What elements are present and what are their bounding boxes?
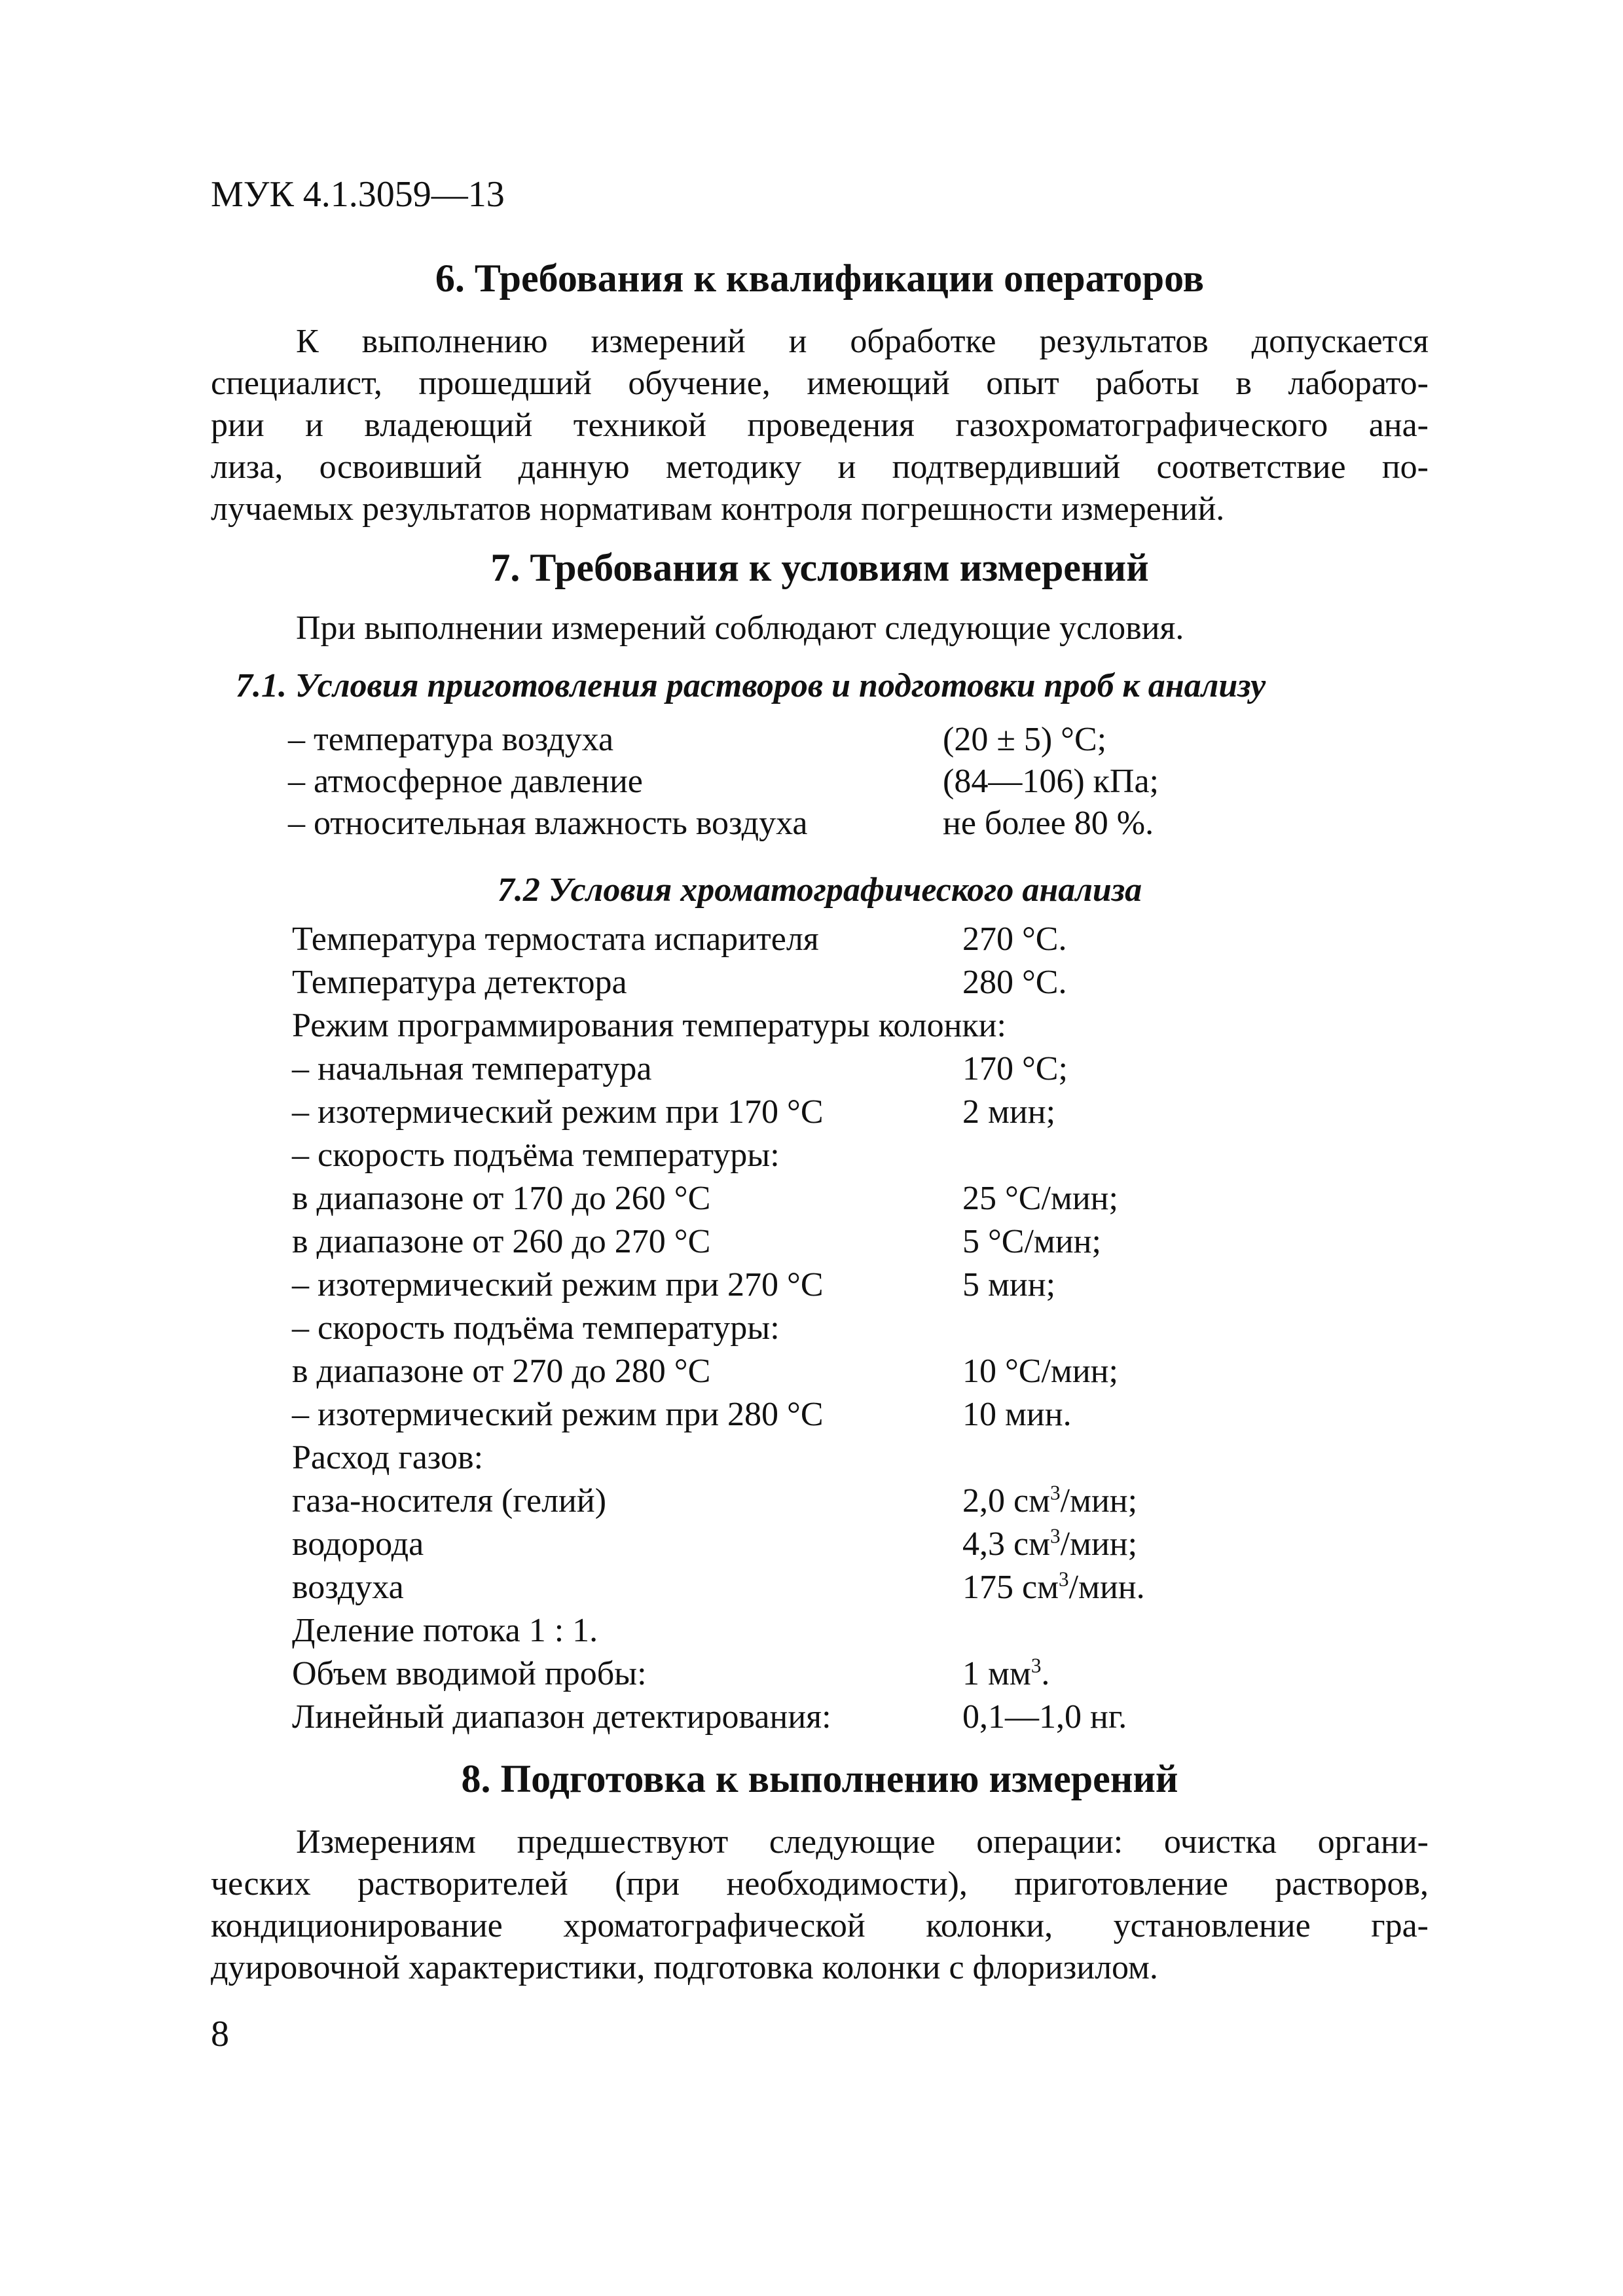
paragraph-line: лиза, освоивший данную методику и подтвердивший соответствие по- xyxy=(211,448,1429,486)
parameter-value: 25 °С/мин; xyxy=(962,1180,1118,1217)
condition-label: – температура воздуха xyxy=(288,721,614,758)
subsection-7-2-heading: 7.2 Условия хроматографического анализа xyxy=(497,871,1142,909)
paragraph-line: кондиционирование хроматографической колонки, установление гра- xyxy=(211,1907,1429,1944)
section-6-paragraph xyxy=(211,321,1429,530)
paragraph-line: При выполнении измерений соблюдают следующие условия. xyxy=(296,610,1184,647)
section-6-heading: 6. Требования к квалификации операторов xyxy=(435,257,1205,300)
parameter-label: в диапазоне от 270 до 280 °С xyxy=(292,1353,711,1390)
parameter-label: – начальная температура xyxy=(292,1050,652,1087)
parameter-label: – скорость подъёма температуры: xyxy=(292,1309,780,1347)
paragraph-line: дуировочной характеристики, подготовка колонки с флоризилом. xyxy=(211,1949,1158,1986)
section-7-heading: 7. Требования к условиям измерений xyxy=(490,546,1149,589)
paragraph-line: специалист, прошедший обучение, имеющий опыт работы в лаборато- xyxy=(211,365,1429,402)
parameter-label: Деление потока 1 : 1. xyxy=(292,1612,598,1649)
paragraph-line: Измерениям предшествуют следующие операции: очистка органи- xyxy=(296,1823,1429,1861)
parameter-value: 10 °С/мин; xyxy=(962,1353,1118,1390)
subsection-7-1-heading: 7.1. Условия приготовления растворов и подготовки проб к анализу xyxy=(236,667,1266,704)
parameter-label: Объем вводимой пробы: xyxy=(292,1655,647,1692)
parameter-label: – изотермический режим при 280 °С xyxy=(292,1396,824,1433)
parameter-value: 2,0 $см^3$/мин; xyxy=(962,1481,1138,1520)
parameter-label: Температура термостата испарителя xyxy=(292,920,819,958)
condition-value: (20 ± 5) °С; xyxy=(943,721,1107,758)
document-code: МУК 4.1.3059—13 xyxy=(211,174,505,215)
parameter-value: 1 $мм^3$. xyxy=(962,1654,1050,1692)
parameter-label: – изотермический режим при 270 °С xyxy=(292,1266,824,1303)
section-7-intro xyxy=(211,608,1429,649)
parameter-value: 170 °С; xyxy=(962,1050,1068,1087)
condition-value: (84—106) кПа; xyxy=(943,763,1159,800)
parameter-label: воздуха xyxy=(292,1569,404,1606)
parameter-label: в диапазоне от 170 до 260 °С xyxy=(292,1180,711,1217)
page-number: 8 xyxy=(211,2014,229,2054)
section-8-paragraph xyxy=(211,1821,1429,1989)
parameter-label: Расход газов: xyxy=(292,1439,484,1476)
condition-value: не более 80 %. xyxy=(943,805,1154,842)
parameter-value: 5 °С/мин; xyxy=(962,1223,1101,1260)
paragraph-line: К выполнению измерений и обработке результатов допускается xyxy=(296,323,1429,360)
paragraph-line: лучаемых результатов нормативам контроля погрешности измерений. xyxy=(211,490,1225,528)
parameter-value: 270 °С. xyxy=(962,920,1067,958)
parameter-value: 4,3 $см^3$/мин; xyxy=(962,1524,1138,1563)
parameter-label: Температура детектора xyxy=(292,964,627,1001)
parameter-label: Линейный диапазон детектирования: xyxy=(292,1698,831,1736)
condition-label: – относительная влажность воздуха xyxy=(288,805,808,842)
parameter-label: водорода xyxy=(292,1525,424,1563)
parameter-value: 280 °С. xyxy=(962,964,1067,1001)
condition-label: – атмосферное давление xyxy=(288,763,643,800)
parameter-value: 5 мин; xyxy=(962,1266,1056,1303)
parameter-label: – скорость подъёма температуры: xyxy=(292,1137,780,1174)
paragraph-line: ческих растворителей (при необходимости), приготовление растворов, xyxy=(211,1865,1429,1903)
parameter-value: 10 мин. xyxy=(962,1396,1072,1433)
parameter-label: газа-носителя (гелий) xyxy=(292,1482,607,1520)
parameter-label: в диапазоне от 260 до 270 °С xyxy=(292,1223,711,1260)
paragraph-line: рии и владеющий техникой проведения газохроматографического ана- xyxy=(211,407,1429,444)
parameter-value: 2 мин; xyxy=(962,1093,1056,1131)
parameter-value: 0,1—1,0 нг. xyxy=(962,1698,1127,1736)
section-8-heading: 8. Подготовка к выполнению измерений xyxy=(461,1757,1178,1800)
parameter-label: – изотермический режим при 170 °С xyxy=(292,1093,824,1131)
parameter-label: Режим программирования температуры колонки: xyxy=(292,1007,1006,1044)
parameter-value: 175 $см^3$/мин. xyxy=(962,1567,1145,1606)
